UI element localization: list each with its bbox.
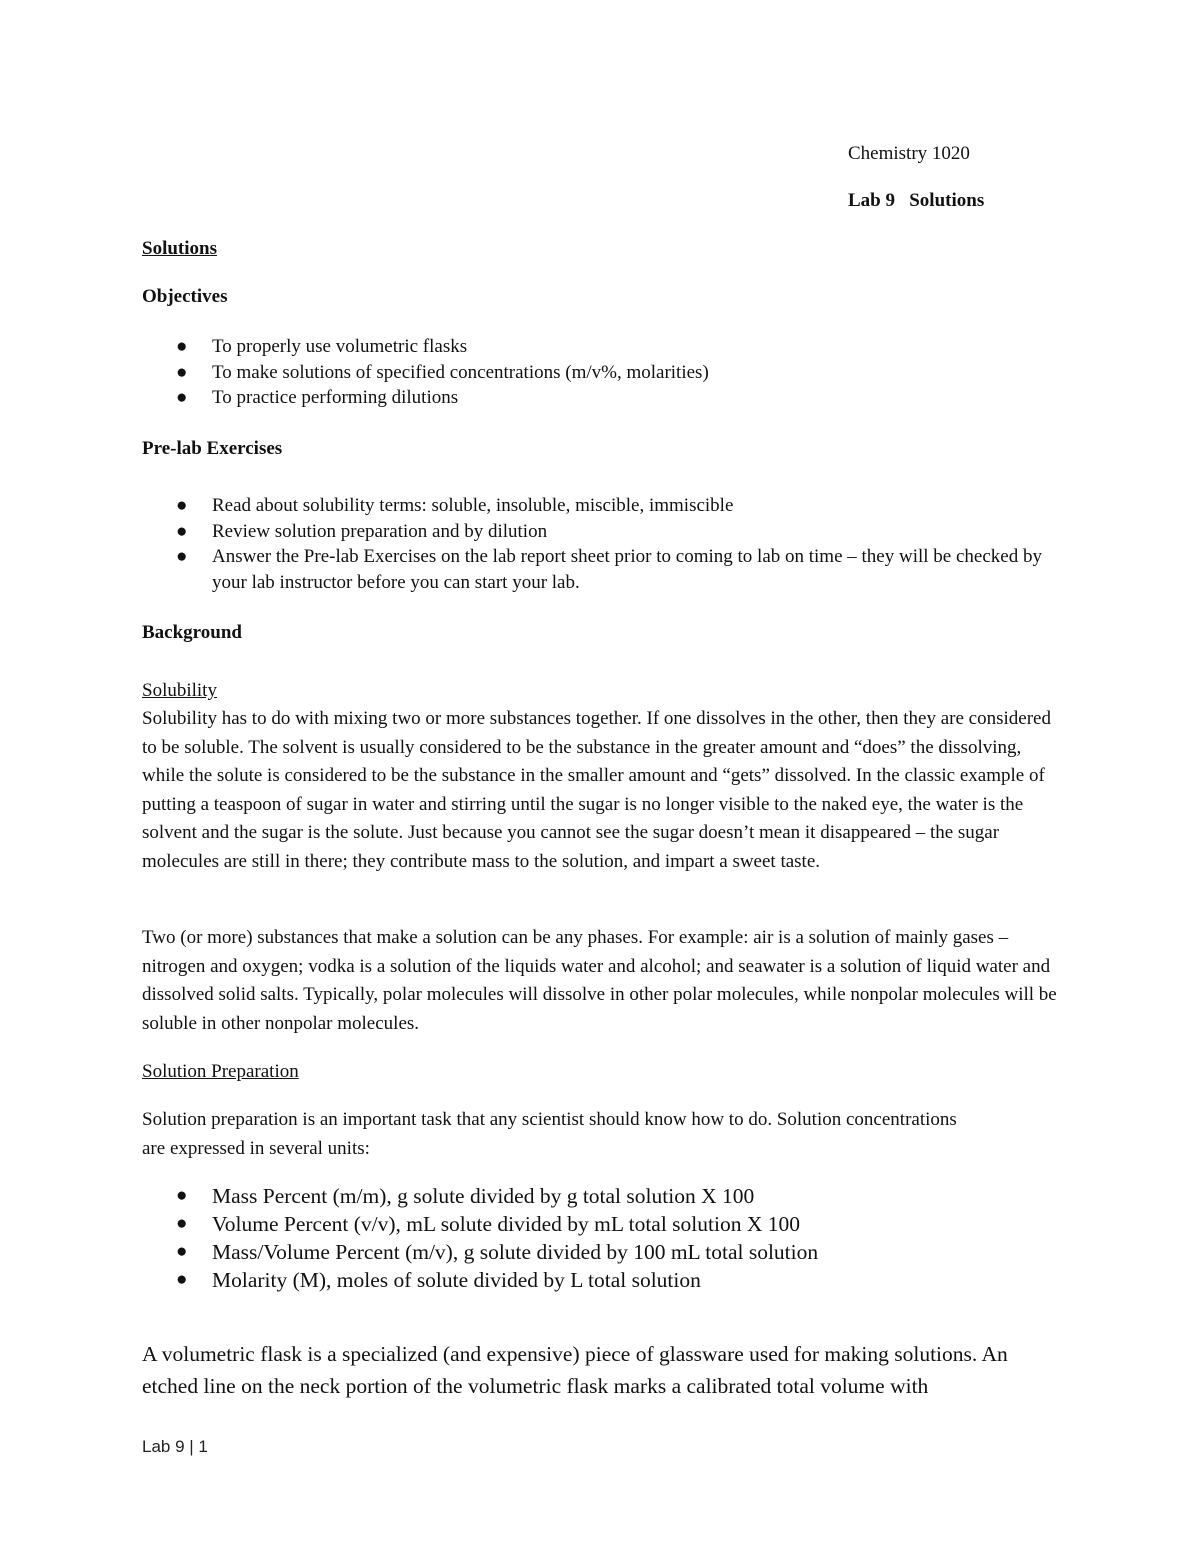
- bullet-icon: ●: [176, 387, 188, 408]
- course-name: Chemistry 1020: [848, 143, 970, 164]
- bullet-icon: ●: [176, 336, 188, 357]
- bullet-icon: ●: [176, 495, 188, 516]
- page-title: Solutions: [142, 238, 217, 259]
- prelab-heading: Pre-lab Exercises: [142, 438, 283, 459]
- bullet-icon: ●: [176, 1269, 188, 1290]
- page-footer: Lab 9 | 1: [142, 1437, 208, 1456]
- bullet-icon: ●: [176, 1213, 188, 1234]
- background-heading: Background: [142, 622, 242, 643]
- lab-title: Lab 9 Solutions: [848, 190, 985, 211]
- bullet-icon: ●: [176, 361, 188, 383]
- bullet-icon: ●: [176, 1241, 188, 1262]
- prelab-list: [142, 493, 1072, 595]
- objectives-list: [142, 334, 1072, 411]
- solution-prep-paragraph: Solution preparation is an important task that any scientist should know how to do. Solution concentrations are expressed in several units:: [142, 1109, 957, 1159]
- solution-prep-heading: Solution Preparation: [142, 1061, 299, 1082]
- solubility-paragraph-1: Solubility has to do with mixing two or more substances together. If one dissolves in the other, then they are considered to be soluble. The solvent is usually considered to be the substance in the greater amount and “does” the dissolving, while the solute is considered to be the substance in the smaller amount and “gets” dissolved. In the classic example of putting a teaspoon of sugar in water and stirring until the sugar is no longer visible to the naked eye, the water is the solvent and the sugar is the solute. Just because you cannot see the sugar doesn’t mean it disappeared – the sugar molecules are still in there; they contribute mass to the solution, and impart a sweet taste.: [142, 708, 1051, 872]
- solubility-heading: Solubility: [142, 680, 217, 701]
- bullet-icon: ●: [176, 520, 188, 542]
- volumetric-flask-paragraph: A volumetric flask is a specialized (and expensive) piece of glassware used for making solutions. An etched line on the neck portion of the volumetric flask marks a calibrated total volume with: [142, 1342, 1008, 1398]
- solubility-paragraph-2: Two (or more) substances that make a solution can be any phases. For example: air is a solution of mainly gases – nitrogen and oxygen; vodka is a solution of the liquids water and alcohol; and seawater is a solution of liquid water and dissolved solid salts. Typically, polar molecules will dissolve in other polar molecules, while nonpolar molecules will be soluble in other nonpolar molecules.: [142, 927, 1057, 1034]
- list-item: ● Volume Percent (v/v), mL solute divided by mL total solution X 100: [176, 1212, 800, 1236]
- list-item: ● Mass/Volume Percent (m/v), g solute divided by 100 mL total solution: [176, 1240, 819, 1264]
- list-item: ● Read about solubility terms: soluble, insoluble, miscible, immiscible: [142, 493, 1072, 519]
- list-item: ● To practice performing dilutions: [142, 385, 1072, 411]
- list-item: ● Molarity (M), moles of solute divided by L total solution: [176, 1268, 701, 1292]
- units-list: [142, 1182, 1072, 1294]
- list-item: ● Review solution preparation and by dilution: [142, 519, 1072, 545]
- bullet-icon: ●: [176, 1185, 188, 1206]
- list-item: ● Mass Percent (m/m), g solute divided by g total solution X 100: [176, 1184, 755, 1208]
- objectives-heading: Objectives: [142, 286, 228, 307]
- list-item: ● Answer the Pre-lab Exercises on the lab report sheet prior to coming to lab on time – they will be checked by your lab instructor before you can start your lab.: [176, 546, 1042, 593]
- list-item: ● To properly use volumetric flasks: [142, 334, 1072, 360]
- bullet-icon: ●: [176, 546, 188, 567]
- list-item: ● To make solutions of specified concentrations (m/v%, molarities): [142, 360, 1072, 386]
